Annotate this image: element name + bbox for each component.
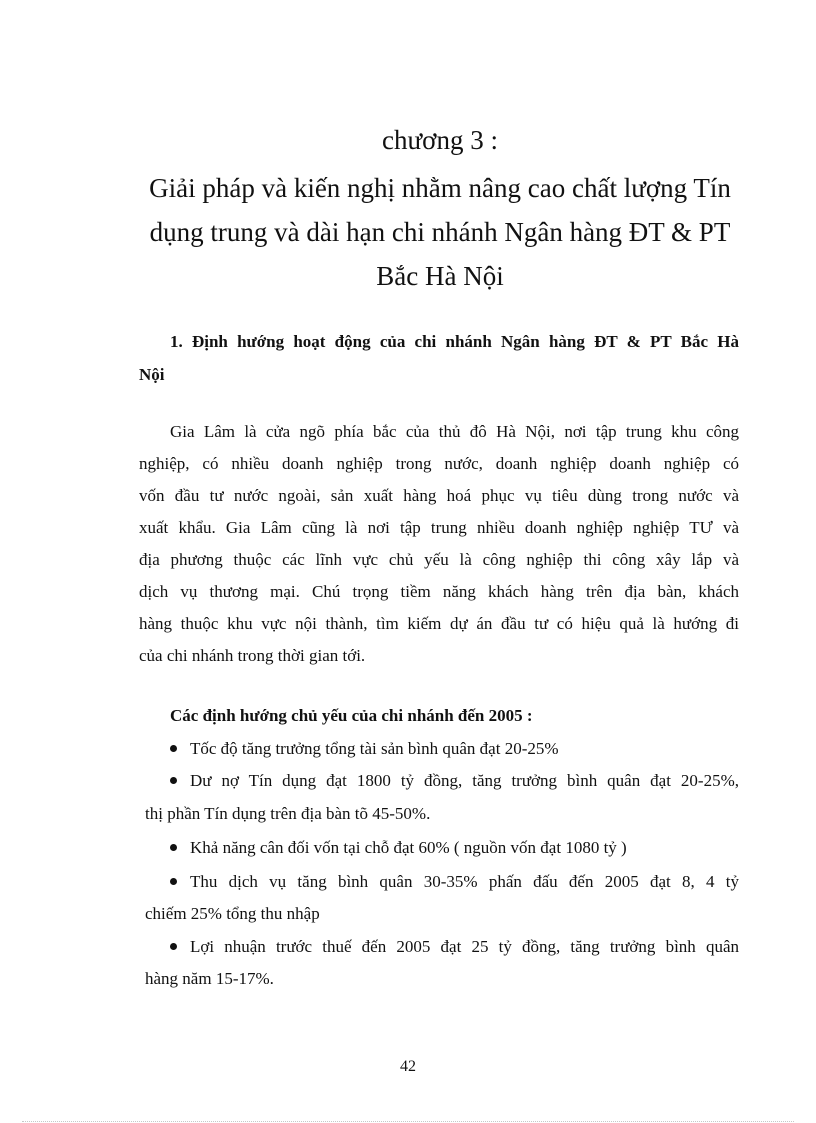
- bullet-icon: [170, 878, 177, 885]
- bullet-text: Tốc độ tăng trưởng tổng tài sản bình quân đạt 20-25%: [190, 739, 559, 758]
- bullet-continuation: thị phần Tín dụng trên địa bàn tõ 45-50%.: [145, 804, 431, 823]
- chapter-number: chương 3 :: [382, 125, 498, 155]
- chapter-title-line: dụng trung và dài hạn chi nhánh Ngân hàng ĐT & PT: [149, 217, 731, 247]
- bullet-icon: [170, 844, 177, 851]
- section-heading-line: 1. Định hướng hoạt động của chi nhánh Ngân hàng ĐT & PT Bắc Hà: [170, 332, 739, 351]
- bullet-item: [170, 936, 739, 958]
- bullet-item: [170, 871, 739, 893]
- paragraph-line: của chi nhánh trong thời gian tới.: [139, 646, 366, 665]
- bullet-text: Khả năng cân đối vốn tại chỗ đạt 60% ( nguồn vốn đạt 1080 tỷ ): [190, 838, 627, 857]
- paragraph-line: nghiệp, có nhiều doanh nghiệp trong nước, doanh nghiệp doanh nghiệp có: [139, 454, 739, 473]
- bullet-item: [170, 738, 739, 760]
- bullet-text: Thu dịch vụ tăng bình quân 30-35% phấn đấu đến 2005 đạt 8, 4 tỷ: [190, 872, 739, 891]
- orientations-heading: Các định hướng chủ yếu của chi nhánh đến 2005 :: [170, 706, 533, 725]
- paragraph-line: hàng thuộc khu vực nội thành, tìm kiếm dự án đầu tư có hiệu quả là hướng đi: [139, 614, 739, 633]
- paragraph-line: xuất khẩu. Gia Lâm cũng là nơi tập trung nhiều doanh nghiệp nghiệp TƯ và: [139, 518, 739, 537]
- bullet-text: Lợi nhuận trước thuế đến 2005 đạt 25 tỷ đồng, tăng trưởng bình quân: [190, 937, 739, 956]
- page-edge-divider: [22, 1121, 794, 1122]
- paragraph-line: địa phương thuộc các lĩnh vực chủ yếu là công nghiệp thi công xây lắp và: [139, 550, 739, 569]
- paragraph-line: Gia Lâm là cửa ngõ phía bắc của thủ đô Hà Nội, nơi tập trung khu công: [170, 422, 739, 441]
- bullet-icon: [170, 745, 177, 752]
- chapter-title-line: Bắc Hà Nội: [376, 261, 504, 291]
- bullet-item: [170, 837, 739, 859]
- bullet-icon: [170, 777, 177, 784]
- bullet-item: [170, 770, 739, 792]
- bullet-text: Dư nợ Tín dụng đạt 1800 tỷ đồng, tăng trưởng bình quân đạt 20-25%,: [190, 771, 739, 790]
- bullet-continuation: hàng năm 15-17%.: [145, 969, 274, 988]
- chapter-title-line: Giải pháp và kiến nghị nhằm nâng cao chất lượng Tín: [149, 173, 731, 203]
- paragraph-line: vốn đầu tư nước ngoài, sản xuất hàng hoá phục vụ tiêu dùng trong nước và: [139, 486, 739, 505]
- bullet-continuation: chiếm 25% tổng thu nhập: [145, 904, 320, 923]
- bullet-icon: [170, 943, 177, 950]
- page-number: 42: [400, 1058, 416, 1075]
- section-heading-line: Nội: [139, 365, 165, 384]
- paragraph-line: dịch vụ thương mại. Chú trọng tiềm năng khách hàng trên địa bàn, khách: [139, 582, 739, 601]
